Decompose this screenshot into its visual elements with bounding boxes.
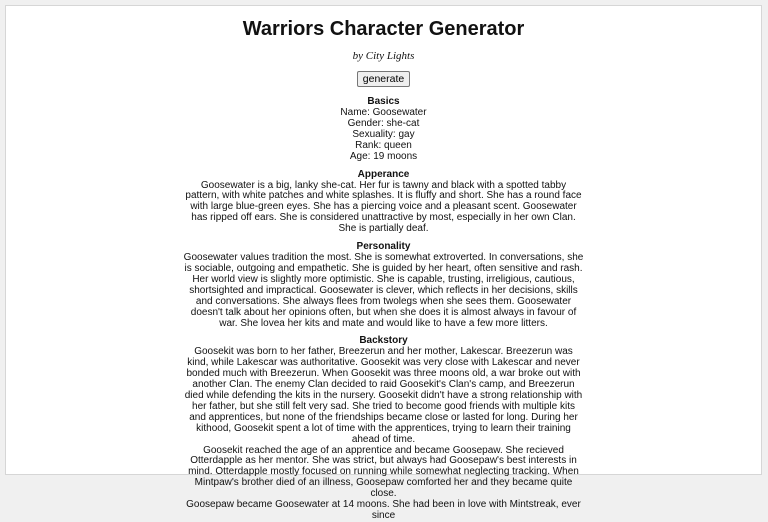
character-age: Age: 19 moons [349, 150, 418, 162]
button-row [184, 71, 584, 87]
character-rank: Rank: queen [355, 139, 412, 151]
backstory-paragraph-3: Goosepaw became Goosewater at 14 moons. She had been in love with Mintstreak, ever since [186, 499, 581, 521]
generator-content [184, 18, 584, 522]
author-byline: by City Lights [352, 50, 415, 62]
generate-button[interactable]: generate [357, 71, 410, 87]
appearance-text: Goosewater is a big, lanky she-cat. Her fur is tawny and black with a spotted tabby pattern, with white patches and white splashes. It is fluffy and short. She has a round face with large blue-green eyes. She has a piercing voice and a pleasant scent. Goosewater has ripped off ears. She is considered unattractive by most, especially in her own Clan. She is partially deaf. [185, 179, 582, 235]
character-name: Name: Goosewater [340, 107, 427, 118]
appearance-heading: Apperance [357, 168, 410, 180]
basics-heading: Basics [367, 96, 400, 107]
backstory-heading: Backstory [359, 335, 408, 347]
character-gender: Gender: she-cat [347, 117, 420, 129]
page-title: Warriors Character Generator [242, 18, 525, 40]
character-sexuality: Sexuality: gay [352, 128, 415, 140]
page-container [5, 5, 762, 521]
personality-heading: Personality [356, 241, 411, 253]
personality-text: Goosewater values tradition the most. She is somewhat extroverted. In conversations, she is sociable, outgoing and empathetic. She is guided by her heart, often sensitive and rash. Her world view is slightly more optimistic. She is capable, trusting, irreligious, cautious, shortsighted and impractical. Goosewater is clever, which reflects in her decisions, skills and conversations. She always flees from twolegs when she sees them. Goosewater doesn't talk about her opinions often, but when she does it is almost always in favour of war. She lovea her kits and mate and would like to have a few more litters. [183, 252, 584, 329]
backstory-paragraph-1: Goosekit was born to her father, Breezerun and her mother, Lakescar. Breezerun was kind, while Lakescar was authoritative. Goosekit was very close with Lakescar and never bonded much with Breezerun. When Goosekit was three moons old, a war broke out with another Clan. The enemy Clan decided to raid Goosekit's Clan's camp, and Breezerun died while defending the kits in the nursery. Goosekit didn't have a strong relationship with her father, but she still felt very sad. She tried to become good friends with multiple kits and apprentices, but none of the friendships became close or lasted for long. During her kithood, Goosekit spent a lot of time with the apprentices, trying to learn their training ahead of time. [184, 346, 583, 445]
backstory-paragraph-2: Goosekit reached the age of an apprentice and became Goosepaw. She recieved Otterdapple as her mentor. She was strict, but always had Goosepaw's best interests in mind. Otterdapple mostly focused on running while somewhat neglecting tracking. When Mintpaw's brother died of an illness, Goosepaw comforted her and they became quite close. [188, 444, 579, 500]
